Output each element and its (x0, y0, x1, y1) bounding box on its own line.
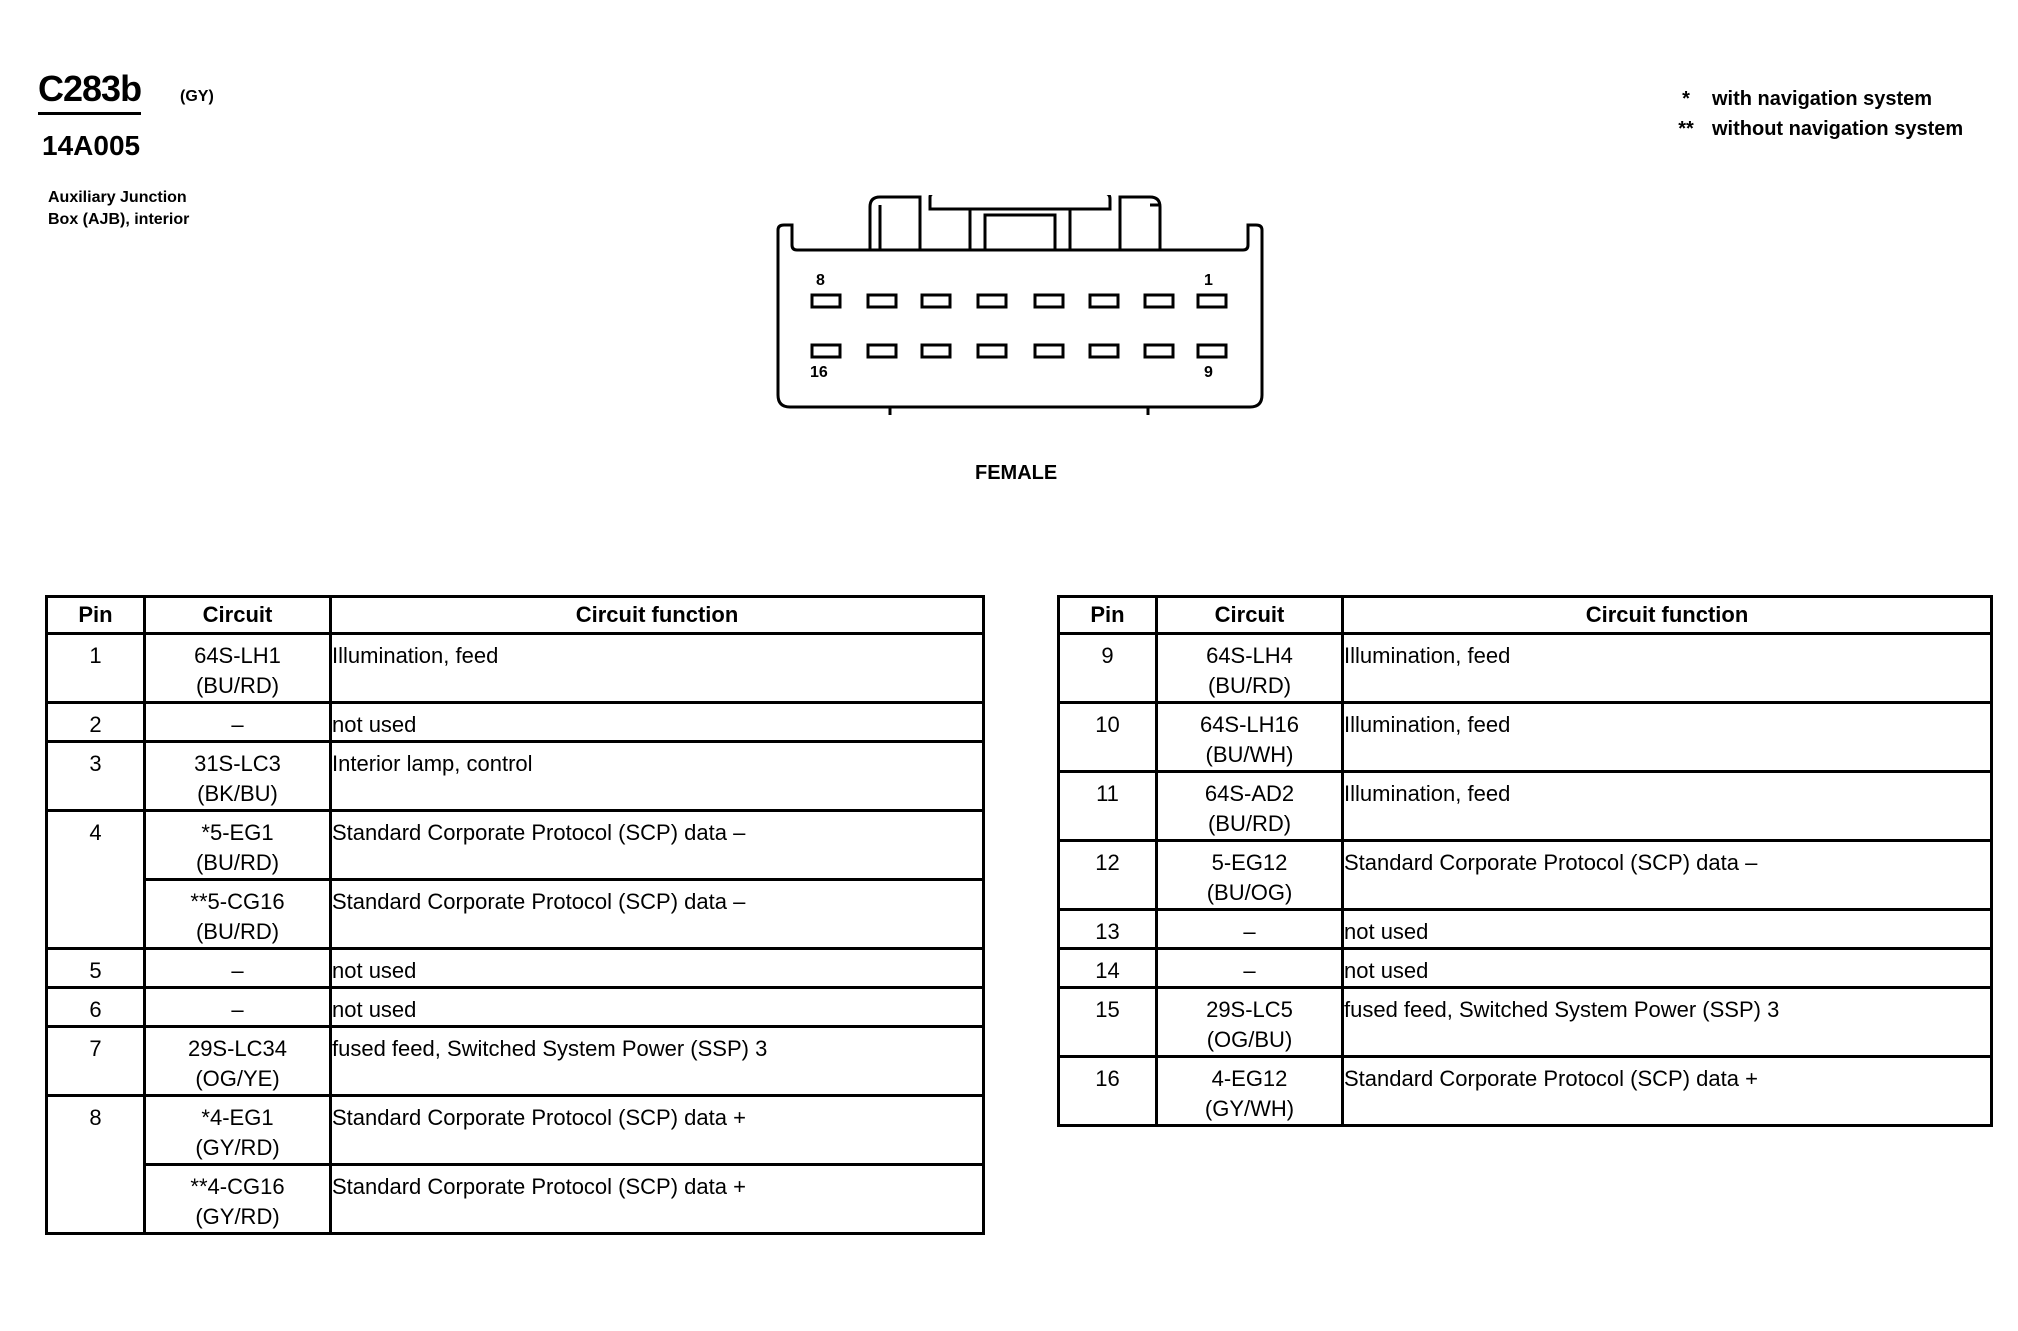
circuit-cell (1157, 634, 1343, 703)
table-row (47, 1027, 984, 1096)
circuit-function: Illumination, feed (1343, 772, 1992, 841)
circuit-function: Standard Corporate Protocol (SCP) data + (331, 1096, 984, 1165)
circuit-function: Standard Corporate Protocol (SCP) data + (1343, 1057, 1992, 1126)
circuit-cell (1157, 772, 1343, 841)
circuit-id: **5-CG16 (190, 889, 285, 914)
circuit-cell (1157, 988, 1343, 1057)
pin-number: 16 (1059, 1057, 1157, 1126)
header-function: Circuit function (1343, 597, 1992, 634)
pin-number: 3 (47, 742, 145, 811)
wire-color: (BU/WH) (1205, 742, 1294, 767)
pin-number: 8 (47, 1096, 145, 1234)
circuit-function: not used (331, 703, 984, 742)
header-circuit: Circuit (1157, 597, 1343, 634)
circuit-cell (1157, 910, 1343, 949)
pinout-table-right (1057, 595, 1993, 1127)
circuit-id: *4-EG1 (201, 1105, 274, 1130)
circuit-cell (1157, 949, 1343, 988)
circuit-cell (145, 880, 331, 949)
table-row (1059, 634, 1992, 703)
circuit-cell (145, 1165, 331, 1234)
pin-number: 10 (1059, 703, 1157, 772)
circuit-id: 29S-LC34 (187, 1036, 288, 1061)
pin-label-8: 8 (816, 272, 825, 289)
wire-color: (GY/RD) (195, 1204, 280, 1229)
pinout-table-left (45, 595, 985, 1235)
circuit-id: – (231, 712, 244, 737)
description-line: Auxiliary Junction (48, 189, 187, 206)
table-row (1059, 703, 1992, 772)
wire-color: (BU/OG) (1206, 880, 1293, 905)
wire-color: (BU/RD) (1207, 673, 1292, 698)
connector-color: (GY) (180, 88, 214, 105)
pin-number: 7 (47, 1027, 145, 1096)
connector-face-diagram (760, 195, 1280, 415)
table-row (1059, 1057, 1992, 1126)
wire-color: (BU/RD) (195, 919, 280, 944)
circuit-id: **4-CG16 (190, 1174, 285, 1199)
wire-color: (BU/RD) (1207, 811, 1292, 836)
circuit-function: Standard Corporate Protocol (SCP) data – (1343, 841, 1992, 910)
wire-color: (OG/BU) (1206, 1027, 1293, 1052)
circuit-function: Standard Corporate Protocol (SCP) data – (331, 811, 984, 880)
table-row (1059, 949, 1992, 988)
circuit-id: 64S-LH4 (1206, 643, 1293, 668)
circuit-cell (1157, 841, 1343, 910)
circuit-cell (145, 703, 331, 742)
pin-number: 11 (1059, 772, 1157, 841)
table-row (47, 949, 984, 988)
circuit-function: fused feed, Switched System Power (SSP) 3 (331, 1027, 984, 1096)
legend-row (1660, 88, 1963, 118)
pin-number: 13 (1059, 910, 1157, 949)
pin-number: 9 (1059, 634, 1157, 703)
circuit-cell (145, 988, 331, 1027)
legend-symbol: * (1682, 88, 1690, 110)
table-row (47, 880, 984, 949)
wire-color: (OG/YE) (195, 1066, 280, 1091)
pin-number: 6 (47, 988, 145, 1027)
circuit-function: not used (331, 988, 984, 1027)
legend-text: with navigation system (1712, 88, 1933, 110)
pin-number: 4 (47, 811, 145, 949)
circuit-cell (145, 1096, 331, 1165)
circuit-function: not used (1343, 910, 1992, 949)
pin-number: 15 (1059, 988, 1157, 1057)
table-row (1059, 910, 1992, 949)
table-row (47, 1165, 984, 1234)
circuit-cell (145, 811, 331, 880)
circuit-id: 64S-AD2 (1204, 781, 1295, 806)
circuit-id: 64S-LH1 (194, 643, 281, 668)
circuit-function: fused feed, Switched System Power (SSP) 3 (1343, 988, 1992, 1057)
circuit-id: – (231, 997, 244, 1022)
circuit-function: not used (1343, 949, 1992, 988)
circuit-cell (145, 634, 331, 703)
pin-label-1: 1 (1204, 272, 1213, 289)
legend-row (1660, 118, 1963, 148)
circuit-id: 29S-LC5 (1206, 997, 1293, 1022)
wire-color: (BU/RD) (195, 850, 280, 875)
circuit-function: Illumination, feed (331, 634, 984, 703)
circuit-cell (145, 1027, 331, 1096)
circuit-cell (145, 742, 331, 811)
table-row (47, 634, 984, 703)
table-row (1059, 841, 1992, 910)
circuit-cell (1157, 703, 1343, 772)
circuit-id: 64S-LH16 (1199, 712, 1300, 737)
circuit-function: Illumination, feed (1343, 703, 1992, 772)
header-function: Circuit function (331, 597, 984, 634)
legend-symbol: ** (1678, 118, 1694, 140)
header-circuit: Circuit (145, 597, 331, 634)
header-pin: Pin (1059, 597, 1157, 634)
circuit-id: – (231, 958, 244, 983)
wire-color: (BK/BU) (197, 781, 278, 806)
pin-number: 1 (47, 634, 145, 703)
pin-number: 2 (47, 703, 145, 742)
circuit-function: Interior lamp, control (331, 742, 984, 811)
circuit-id: *5-EG1 (201, 820, 274, 845)
circuit-id: – (1243, 958, 1256, 983)
table-row (47, 1096, 984, 1165)
table-row (47, 988, 984, 1027)
pin-number: 14 (1059, 949, 1157, 988)
pin-number: 5 (47, 949, 145, 988)
legend-text: without navigation system (1712, 118, 1964, 140)
pin-label-16: 16 (810, 364, 828, 381)
part-number: 14A005 (42, 130, 141, 161)
circuit-function: Illumination, feed (1343, 634, 1992, 703)
circuit-function: Standard Corporate Protocol (SCP) data + (331, 1165, 984, 1234)
table-row (1059, 772, 1992, 841)
table-row (47, 703, 984, 742)
legend (1660, 88, 1963, 148)
circuit-id: – (1243, 919, 1256, 944)
circuit-id: 4-EG12 (1211, 1066, 1288, 1091)
circuit-cell (145, 949, 331, 988)
connector-gender-label: FEMALE (975, 462, 1058, 484)
circuit-id: 31S-LC3 (194, 751, 281, 776)
pin-number: 12 (1059, 841, 1157, 910)
description-line: Box (AJB), interior (48, 211, 190, 228)
table-row (47, 811, 984, 880)
table-row (47, 742, 984, 811)
header-pin: Pin (47, 597, 145, 634)
table-row (1059, 988, 1992, 1057)
wire-color: (GY/RD) (195, 1135, 280, 1160)
connector-description (48, 187, 189, 231)
wire-color: (BU/RD) (195, 673, 280, 698)
circuit-function: Standard Corporate Protocol (SCP) data – (331, 880, 984, 949)
circuit-function: not used (331, 949, 984, 988)
circuit-id: 5-EG12 (1211, 850, 1288, 875)
pin-label-9: 9 (1204, 364, 1213, 381)
connector-id: C283b (38, 68, 141, 115)
circuit-cell (1157, 1057, 1343, 1126)
wire-color: (GY/WH) (1204, 1096, 1295, 1121)
